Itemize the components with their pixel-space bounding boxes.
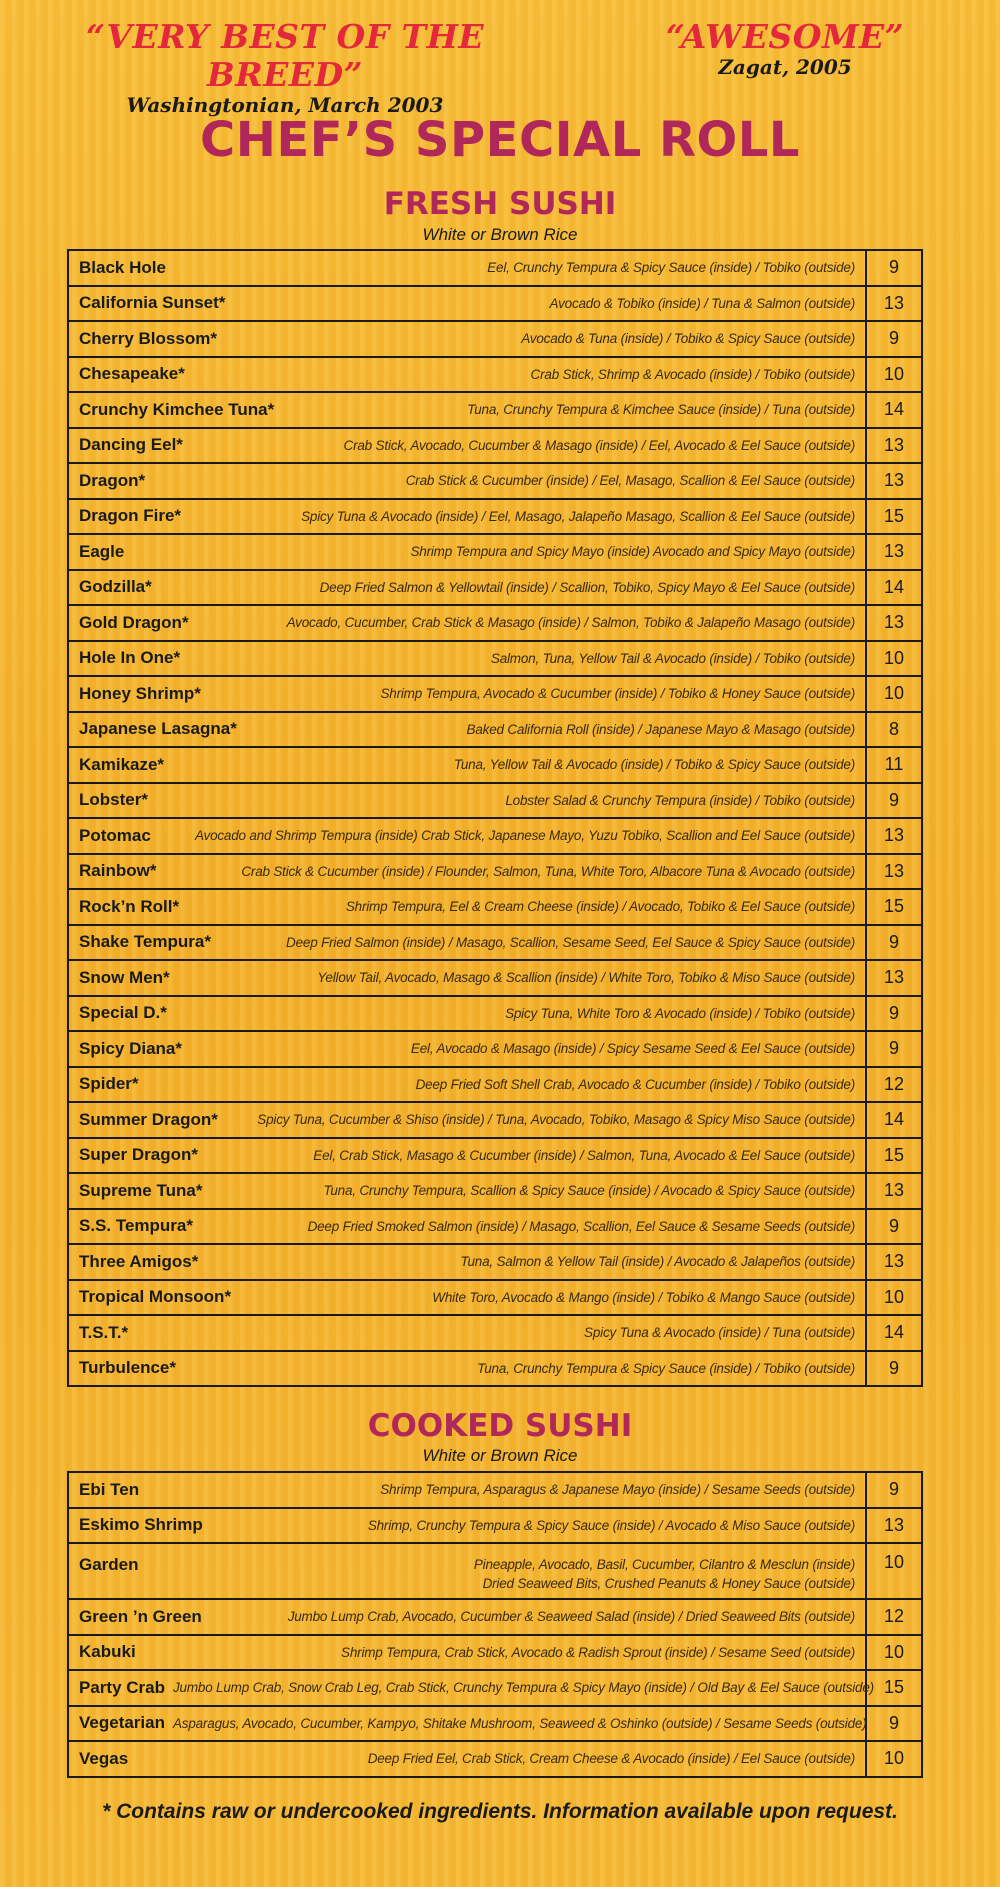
item-line: [79, 506, 855, 526]
review-quote-washingtonian: [20, 18, 550, 116]
menu-item-row: [68, 357, 922, 393]
item-description: Deep Fried Salmon (inside) / Masago, Scallion, Sesame Seed, Eel Sauce & Spicy Sauce (outside): [286, 934, 855, 950]
item-cell: [68, 747, 866, 783]
item-price: 9: [866, 321, 922, 357]
item-description: Crab Stick & Cucumber (inside) / Eel, Masago, Scallion & Eel Sauce (outside): [405, 473, 855, 489]
item-line: [79, 932, 855, 952]
quote-source: Washingtonian, March 2003: [126, 93, 444, 117]
item-name: S.S. Tempura*: [79, 1216, 193, 1236]
item-price: 11: [866, 747, 922, 783]
menu-item-row: [68, 1067, 922, 1103]
item-line: [79, 1252, 855, 1272]
menu-item-row: [68, 1209, 922, 1245]
menu-item-row: [68, 641, 922, 677]
item-line: [79, 471, 855, 491]
item-price: 13: [866, 1244, 922, 1280]
item-name: Party Crab: [79, 1677, 165, 1697]
item-cell: [68, 1670, 874, 1706]
item-line: [79, 400, 855, 420]
item-cell: [68, 1280, 866, 1316]
item-name: California Sunset*: [79, 293, 226, 313]
menu-item-row: [68, 1173, 922, 1209]
item-cell: [68, 1706, 866, 1742]
menu-item-row: [68, 1508, 922, 1544]
item-name: Ebi Ten: [79, 1479, 140, 1499]
item-cell: [68, 1599, 866, 1635]
item-name: Eagle: [79, 541, 125, 561]
item-description: White Toro, Avocado & Mango (inside) / Tobiko & Mango Sauce (outside): [432, 1289, 855, 1305]
item-price: 14: [866, 1102, 922, 1138]
item-name: Chesapeake*: [79, 364, 185, 384]
item-price: 9: [866, 1472, 922, 1508]
quote-source: Zagat, 2005: [718, 55, 852, 79]
menu-item-row: [68, 1102, 922, 1138]
item-line: [79, 1713, 867, 1733]
item-cell: [68, 392, 866, 428]
item-cell: [68, 818, 866, 854]
item-description: [466, 1555, 855, 1593]
item-cell: [68, 1102, 866, 1138]
item-price: 9: [866, 250, 922, 286]
item-price: 10: [866, 1741, 922, 1777]
item-price: 14: [866, 392, 922, 428]
item-cell: [68, 463, 866, 499]
menu-item-row: [68, 1138, 922, 1174]
item-name: Lobster*: [79, 790, 148, 810]
item-line: [79, 1358, 855, 1378]
menu-item-row: [68, 1472, 922, 1508]
item-price: 14: [866, 570, 922, 606]
item-cell: [68, 1543, 866, 1599]
item-price: 9: [866, 996, 922, 1032]
item-name: Godzilla*: [79, 577, 152, 597]
item-price: 15: [866, 499, 922, 535]
item-line: [79, 577, 855, 597]
item-line: [79, 826, 855, 846]
item-cell: [68, 960, 866, 996]
item-price: 13: [866, 1173, 922, 1209]
item-cell: [68, 676, 866, 712]
item-line: [79, 897, 855, 917]
item-line: [79, 1749, 855, 1769]
item-description: Crab Stick & Cucumber (inside) / Flounder, Salmon, Tuna, White Toro, Albacore Tuna & Avocado (outside): [241, 863, 855, 879]
cooked-sushi-title: COOKED SUSHI: [367, 1408, 633, 1444]
item-description: Shrimp Tempura, Asparagus & Japanese Mayo (inside) / Sesame Seeds (outside): [380, 1482, 855, 1498]
item-cell: [68, 1138, 866, 1174]
fresh-sushi-rows: [68, 250, 922, 1386]
item-cell: [68, 570, 866, 606]
item-name: Eskimo Shrimp: [79, 1515, 203, 1535]
item-cell: [68, 1031, 866, 1067]
item-name: Black Hole: [79, 257, 166, 277]
quote-text: “VERY BEST OF THE BREED”: [85, 17, 485, 94]
item-description: Asparagus, Avocado, Cucumber, Kampyo, Shitake Mushroom, Seaweed & Oshinko (outside) / Sesame Seeds (outside): [173, 1715, 867, 1731]
item-cell: [68, 357, 866, 393]
item-cell: [68, 428, 866, 464]
item-line: [79, 1323, 855, 1343]
menu-item-row: [68, 1670, 922, 1706]
item-price: 13: [866, 463, 922, 499]
item-description: Tuna, Crunchy Tempura & Kimchee Sauce (inside) / Tuna (outside): [467, 402, 855, 418]
item-cell: [68, 286, 866, 322]
menu-item-row: [68, 854, 922, 890]
item-price: 10: [866, 641, 922, 677]
menu-item-row: [68, 1599, 922, 1635]
item-cell: [68, 854, 866, 890]
menu-item-row: [68, 534, 922, 570]
fresh-sushi-subtitle: White or Brown Rice: [422, 225, 578, 244]
item-name: Spicy Diana*: [79, 1038, 182, 1058]
item-line: [79, 684, 855, 704]
menu-item-row: [68, 1635, 922, 1671]
item-description: Avocado & Tobiko (inside) / Tuna & Salmon (outside): [549, 295, 855, 311]
item-name: Green ’n Green: [79, 1606, 202, 1626]
item-description: Shrimp Tempura, Crab Stick, Avocado & Radish Sprout (inside) / Sesame Seed (outside): [341, 1644, 855, 1660]
item-description: Avocado & Tuna (inside) / Tobiko & Spicy Sauce (outside): [521, 331, 855, 347]
footnote: * Contains raw or undercooked ingredients. Information available upon request.: [102, 1800, 898, 1823]
menu-item-row: [68, 996, 922, 1032]
menu-item-row: [68, 1280, 922, 1316]
item-cell: [68, 996, 866, 1032]
fresh-sushi-title: FRESH SUSHI: [383, 186, 617, 222]
item-cell: [68, 1315, 866, 1351]
item-name: Garden: [79, 1555, 139, 1574]
item-cell: [68, 321, 866, 357]
item-price: 15: [866, 1670, 922, 1706]
item-cell: [68, 1351, 866, 1387]
item-line: [79, 1039, 855, 1059]
item-description: Shrimp Tempura, Eel & Cream Cheese (inside) / Avocado, Tobiko & Eel Sauce (outside): [345, 899, 855, 915]
item-price: 15: [866, 1138, 922, 1174]
item-name: Spider*: [79, 1074, 139, 1094]
item-line: [79, 364, 855, 384]
item-price: 10: [866, 1635, 922, 1671]
item-description: Lobster Salad & Crunchy Tempura (inside) / Tobiko (outside): [505, 792, 855, 808]
menu-item-row: [68, 960, 922, 996]
item-description: Crab Stick, Avocado, Cucumber & Masago (inside) / Eel, Avocado & Eel Sauce (outside): [343, 437, 855, 453]
item-description: Jumbo Lump Crab, Snow Crab Leg, Crab Stick, Crunchy Tempura & Spicy Mayo (inside) / Old Bay & Eel Sauce (outside): [172, 1680, 874, 1696]
item-cell: [68, 1635, 866, 1671]
item-name: Vegas: [79, 1748, 129, 1768]
item-price: 8: [866, 712, 922, 748]
item-description: Eel, Crunchy Tempura & Spicy Sauce (inside) / Tobiko (outside): [487, 260, 855, 276]
item-cell: [68, 1741, 866, 1777]
review-quote-zagat: [660, 18, 910, 78]
item-cell: [68, 1508, 866, 1544]
item-name: Potomac: [79, 825, 151, 845]
item-line: [79, 1181, 855, 1201]
cooked-sushi-subtitle: White or Brown Rice: [422, 1446, 578, 1465]
menu-item-row: [68, 605, 922, 641]
item-description: Deep Fried Eel, Crab Stick, Cream Cheese & Avocado (inside) / Eel Sauce (outside): [367, 1751, 855, 1767]
item-cell: [68, 1173, 866, 1209]
item-description: Yellow Tail, Avocado, Masago & Scallion (inside) / White Toro, Tobiko & Miso Sauce (outside): [317, 970, 855, 986]
item-description: Tuna, Crunchy Tempura, Scallion & Spicy Sauce (inside) / Avocado & Spicy Sauce (outside): [323, 1183, 855, 1199]
item-cell: [68, 1209, 866, 1245]
item-line: [79, 1003, 855, 1023]
menu-item-row: [68, 463, 922, 499]
item-line: [79, 1642, 855, 1662]
menu-item-row: [68, 925, 922, 961]
item-price: 12: [866, 1599, 922, 1635]
menu-item-row: [68, 676, 922, 712]
item-price: 9: [866, 1351, 922, 1387]
item-price: 13: [866, 818, 922, 854]
menu-item-row: [68, 712, 922, 748]
menu-item-row: [68, 818, 922, 854]
item-line: [79, 968, 855, 988]
item-price: 9: [866, 1706, 922, 1742]
item-name: Honey Shrimp*: [79, 683, 201, 703]
item-description: Avocado, Cucumber, Crab Stick & Masago (inside) / Salmon, Tobiko & Jalapeño Masago (outside): [286, 615, 855, 631]
item-description: Shrimp Tempura and Spicy Mayo (inside) Avocado and Spicy Mayo (outside): [410, 544, 855, 560]
item-cell: [68, 499, 866, 535]
item-name: Shake Tempura*: [79, 932, 211, 952]
menu-item-row: [68, 1031, 922, 1067]
item-line: [79, 293, 855, 313]
item-name: Special D.*: [79, 1003, 167, 1023]
item-cell: [68, 1244, 866, 1280]
menu-item-row: [68, 747, 922, 783]
item-price: 13: [866, 854, 922, 890]
item-price: 13: [866, 960, 922, 996]
item-name: Super Dragon*: [79, 1145, 199, 1165]
item-description: Spicy Tuna, Cucumber & Shiso (inside) / Tuna, Avocado, Tobiko, Masago & Spicy Miso Sauce (outside): [257, 1112, 855, 1128]
item-line: [79, 861, 855, 881]
item-line: [79, 329, 855, 349]
item-cell: [68, 925, 866, 961]
item-description-line: Dried Seaweed Bits, Crushed Peanuts & Honey Sauce (outside): [482, 1576, 855, 1591]
item-description: Baked California Roll (inside) / Japanese Mayo & Masago (outside): [466, 721, 855, 737]
item-cell: [68, 641, 866, 677]
item-price: 14: [866, 1315, 922, 1351]
item-name: Kamikaze*: [79, 754, 165, 774]
menu-item-row: [68, 286, 922, 322]
item-line: [79, 1216, 855, 1236]
item-description: Deep Fried Salmon & Yellowtail (inside) / Scallion, Tobiko, Spicy Mayo & Eel Sauce (outside): [319, 579, 855, 595]
item-line: [79, 719, 855, 739]
item-cell: [68, 534, 866, 570]
item-line: [79, 1677, 874, 1698]
item-description: Jumbo Lump Crab, Avocado, Cucumber & Seaweed Salad (inside) / Dried Seaweed Bits (outside): [287, 1609, 855, 1625]
item-description: Spicy Tuna & Avocado (inside) / Eel, Masago, Jalapeño Masago, Scallion & Eel Sauce (outside): [301, 508, 855, 524]
item-name: Supreme Tuna*: [79, 1180, 203, 1200]
item-name: Tropical Monsoon*: [79, 1287, 232, 1307]
item-price: 10: [866, 1280, 922, 1316]
menu-item-row: [68, 1741, 922, 1777]
item-name: Japanese Lasagna*: [79, 719, 237, 739]
item-price: 13: [866, 1508, 922, 1544]
item-description-line: Pineapple, Avocado, Basil, Cucumber, Cilantro & Mesclun (inside): [473, 1557, 855, 1572]
item-cell: [68, 712, 866, 748]
item-price: 15: [866, 889, 922, 925]
cooked-sushi-rows: [68, 1472, 922, 1777]
item-cell: [68, 605, 866, 641]
item-name: Kabuki: [79, 1642, 136, 1662]
item-description: Salmon, Tuna, Yellow Tail & Avocado (inside) / Tobiko (outside): [490, 650, 855, 666]
item-description: Eel, Avocado & Masago (inside) / Spicy Sesame Seed & Eel Sauce (outside): [410, 1041, 855, 1057]
item-line: [79, 1607, 855, 1627]
item-description: Tuna, Yellow Tail & Avocado (inside) / Tobiko & Spicy Sauce (outside): [453, 757, 855, 773]
item-cell: [68, 783, 866, 819]
item-price: 13: [866, 428, 922, 464]
menu-item-row: [68, 783, 922, 819]
item-price: 9: [866, 1031, 922, 1067]
item-description: Crab Stick, Shrimp & Avocado (inside) / Tobiko (outside): [530, 366, 855, 382]
menu-item-row: [68, 1706, 922, 1742]
item-name: T.S.T.*: [79, 1322, 129, 1342]
item-price: 12: [866, 1067, 922, 1103]
item-price: 13: [866, 534, 922, 570]
menu-item-row: [68, 428, 922, 464]
item-price: 13: [866, 605, 922, 641]
item-line: [79, 1515, 855, 1535]
item-cell: [68, 250, 866, 286]
item-line: [79, 755, 855, 775]
item-name: Cherry Blossom*: [79, 328, 217, 348]
item-description: Shrimp, Crunchy Tempura & Spicy Sauce (inside) / Avocado & Miso Sauce (outside): [367, 1517, 855, 1533]
item-line: [79, 1549, 855, 1593]
item-name: Gold Dragon*: [79, 612, 189, 632]
review-quotes: [0, 17, 1000, 117]
item-line: [79, 1480, 855, 1500]
item-price: 9: [866, 925, 922, 961]
item-name: Turbulence*: [79, 1358, 176, 1378]
cooked-sushi-table: [67, 1471, 923, 1778]
quote-text: “AWESOME”: [665, 17, 905, 56]
item-description: Spicy Tuna, White Toro & Avocado (inside) / Tobiko (outside): [505, 1005, 855, 1021]
item-name: Dragon Fire*: [79, 506, 182, 526]
menu-item-row: [68, 250, 922, 286]
item-line: [79, 613, 855, 633]
item-name: Summer Dragon*: [79, 1109, 218, 1129]
item-name: Three Amigos*: [79, 1251, 199, 1271]
item-name: Rock’n Roll*: [79, 896, 180, 916]
item-description: Deep Fried Soft Shell Crab, Avocado & Cucumber (inside) / Tobiko (outside): [415, 1076, 855, 1092]
item-line: [79, 790, 855, 810]
item-description: Eel, Crab Stick, Masago & Cucumber (inside) / Salmon, Tuna, Avocado & Eel Sauce (outside): [313, 1147, 855, 1163]
item-price: 9: [866, 1209, 922, 1245]
item-description: Spicy Tuna & Avocado (inside) / Tuna (outside): [584, 1325, 855, 1341]
item-cell: [68, 1067, 866, 1103]
item-line: [79, 542, 855, 562]
item-description: Shrimp Tempura, Avocado & Cucumber (inside) / Tobiko & Honey Sauce (outside): [380, 686, 855, 702]
item-price: 9: [866, 783, 922, 819]
item-name: Snow Men*: [79, 967, 170, 987]
item-line: [79, 1074, 855, 1094]
menu-item-row: [68, 570, 922, 606]
menu-item-row: [68, 321, 922, 357]
menu-item-row: [68, 1315, 922, 1351]
item-description: Tuna, Crunchy Tempura & Spicy Sauce (inside) / Tobiko (outside): [477, 1360, 855, 1376]
item-price: 10: [866, 1543, 922, 1599]
item-name: Vegetarian: [79, 1713, 165, 1733]
item-line: [79, 258, 855, 278]
item-name: Rainbow*: [79, 861, 157, 881]
item-price: 10: [866, 357, 922, 393]
item-price: 13: [866, 286, 922, 322]
item-price: 10: [866, 676, 922, 712]
item-line: [79, 435, 855, 455]
item-cell: [68, 889, 866, 925]
item-description: Avocado and Shrimp Tempura (inside) Crab Stick, Japanese Mayo, Yuzu Tobiko, Scallion and Eel Sauce (outside): [194, 828, 855, 844]
menu-item-row: [68, 392, 922, 428]
item-name: Dancing Eel*: [79, 435, 183, 455]
menu-item-row: [68, 1244, 922, 1280]
menu-item-row: [68, 889, 922, 925]
item-name: Crunchy Kimchee Tuna*: [79, 399, 275, 419]
item-name: Dragon*: [79, 470, 146, 490]
item-line: [79, 1145, 855, 1165]
fresh-sushi-table: [67, 249, 923, 1387]
item-name: Hole In One*: [79, 648, 181, 668]
item-line: [79, 648, 855, 668]
menu-item-row: [68, 1351, 922, 1387]
item-description: Tuna, Salmon & Yellow Tail (inside) / Avocado & Jalapeños (outside): [460, 1254, 855, 1270]
item-cell: [68, 1472, 866, 1508]
page-title: CHEF’S SPECIAL ROLL: [200, 112, 800, 168]
menu-item-row: [68, 499, 922, 535]
item-line: [79, 1287, 855, 1307]
item-line: [79, 1110, 855, 1130]
item-description: Deep Fried Smoked Salmon (inside) / Masago, Scallion, Eel Sauce & Sesame Seeds (outside): [307, 1218, 855, 1234]
menu-item-row: [68, 1543, 922, 1599]
